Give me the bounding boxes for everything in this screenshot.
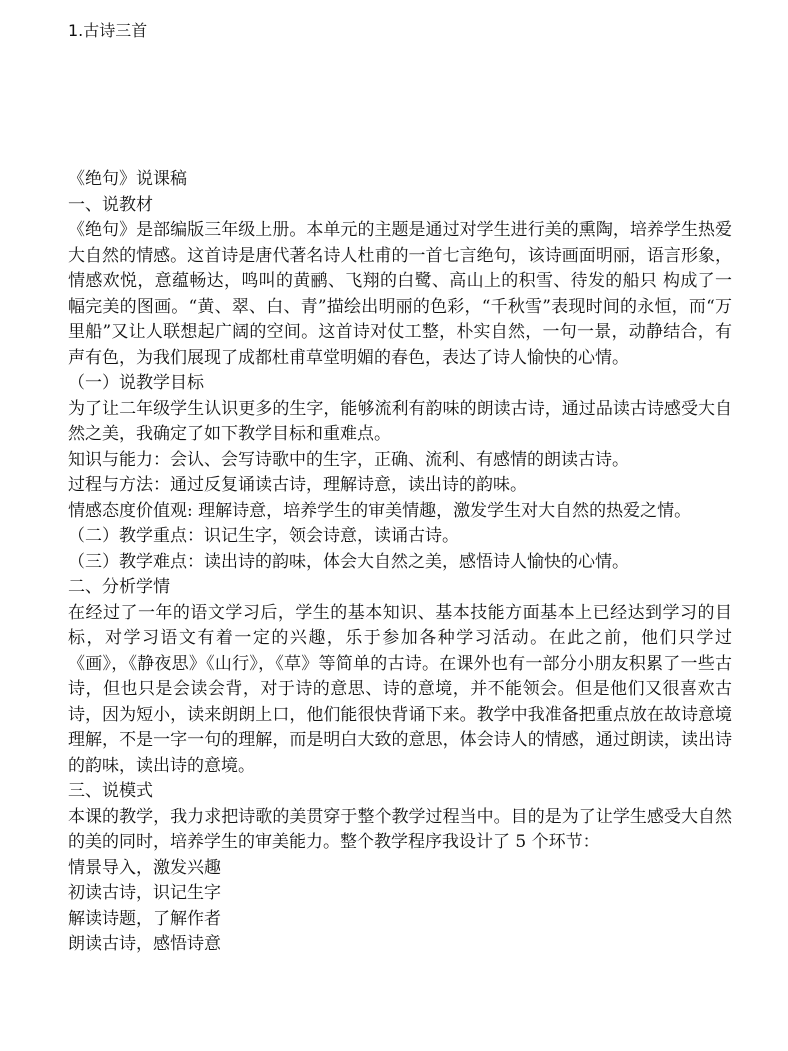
teaching-focus: （二）教学重点：识记生字，领会诗意，读诵古诗。 [68, 526, 459, 546]
objective-process: 过程与方法：通过反复诵读古诗，理解诗意，读出诗的韵味。 [68, 475, 527, 495]
step-item: 解读诗题，了解作者 [68, 908, 221, 929]
step-item: 情景导入，激发兴趣 [68, 857, 221, 878]
teaching-difficulty: （三）教学难点：读出诗的韵味，体会大自然之美，感悟诗人愉快的心情。 [68, 551, 629, 572]
paragraph-mode: 本课的教学，我力求把诗歌的美贯穿于整个教学过程当中。目的是为了让学生感受大自然的美的同时，培养学生的审美能力。整个教学程序我设计了 5 个环节： [68, 806, 732, 852]
section-heading-students: 二、分析学情 [68, 577, 170, 597]
step-item: 初读古诗，识记生字 [68, 883, 221, 903]
paragraph-students: 在经过了一年的语文学习后，学生的基本知识、基本技能方面基本上已经达到学习的目标，对学习语文有着一定的兴趣，乐于参加各种学习活动。在此之前，他们只学过《画》，《静夜思》《山行》，《草》等简单的古诗。在课外也有一部分小朋友积累了一些古诗，但也只是会读会背，对于诗的意思、诗的意境，并不能领会。但是他们又很喜欢古诗，因为短小，读来朗朗上口，他们能很快背诵下来。教学中我准备把重点放在故诗意境理解，不是一字一句的理解，而是明白大致的意思，体会诗人的情感，通过朗读，读出诗的韵味，读出诗的意境。 [68, 602, 732, 776]
subheading-objectives: （一）说教学目标 [68, 373, 204, 393]
section-heading-mode: 三、说模式 [68, 781, 153, 801]
objective-emotion: 情感态度价值观: 理解诗意，培养学生的审美情趣，激发学生对大自然的热爱之情。 [68, 500, 692, 521]
document-header: 1.古诗三首 [68, 21, 148, 40]
step-item: 朗读古诗，感悟诗意 [68, 934, 221, 954]
paragraph-objectives: 为了让二年级学生认识更多的生字，能够流利有韵味的朗读古诗，通过品读古诗感受大自然之美，我确定了如下教学目标和重难点。 [68, 398, 732, 444]
objective-knowledge: 知识与能力：会认、会写诗歌中的生字，正确、流利、有感情的朗读古诗。 [68, 449, 629, 470]
section-heading-textbook: 一、说教材 [68, 194, 153, 215]
paragraph-textbook: 《绝句》是部编版三年级上册。本单元的主题是通过对学生进行美的熏陶，培养学生热爱大自然的情感。这首诗是唐代著名诗人杜甫的一首七言绝句，该诗画面明丽，语言形象，情感欢悦，意蕴畅达，鸣叫的黄鹂、飞翔的白鹭、高山上的积雪、待发的船只 构成了一幅完美的图画。“黄、翠、白、青”描绘出明丽的色彩，“千秋雪”表现时间的永恒，而“万里船”又让人联想起广阔的空间。这首诗对仗工整，朴实自然，一句一景，动静结合，有声有色，为我们展现了成都杜甫草堂明媚的春色，表达了诗人愉快的心情。 [68, 220, 732, 368]
document-body [68, 167, 732, 958]
lesson-title: 《绝句》说课稿 [68, 169, 187, 189]
